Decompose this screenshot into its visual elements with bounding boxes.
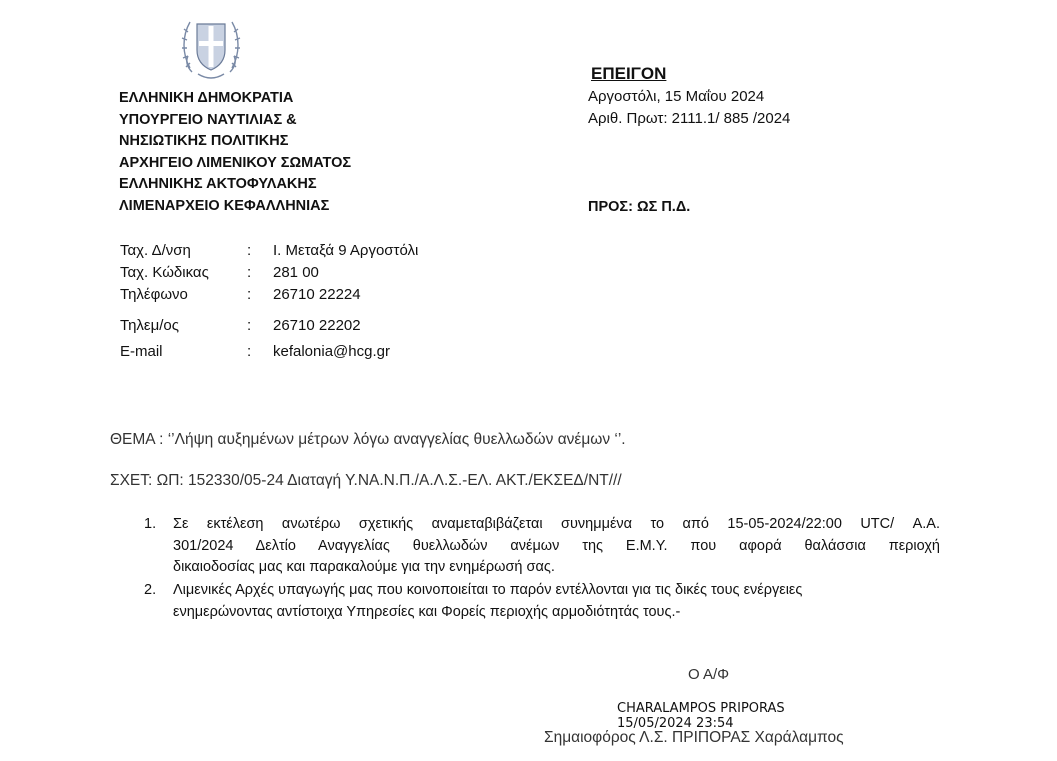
signing-officer: Σημαιοφόρος Λ.Σ. ΠΡΙΠΟΡΑΣ Χαράλαμπος — [544, 729, 844, 746]
contact-label: Ταχ. Κώδικας — [120, 264, 209, 281]
list-item-text: Σε εκτέλεση ανωτέρω σχετικής αναμεταβιβάζεται συνημμένα το από 15-05-2024/22:00 UTC/ Α.Α. — [173, 516, 940, 532]
issuing-authority — [119, 88, 351, 218]
authority-line: ΑΡΧΗΓΕΙΟ ΛΙΜΕΝΙΚΟΥ ΣΩΜΑΤΟΣ — [119, 154, 352, 171]
list-item-text: δικαιοδοσίας μας και παρακαλούμε για την ενημέρωσή σας. — [173, 559, 555, 575]
authority-line: ΥΠΟΥΡΓΕΙΟ ΝΑΥΤΙΛΙΑΣ & — [119, 111, 297, 128]
contact-value: kefalonia@hcg.gr — [273, 343, 390, 360]
authority-line: ΕΛΛΗΝΙΚΗ ΔΗΜΟΚΡΑΤΙΑ — [119, 90, 294, 106]
recipient: ΠΡΟΣ: ΩΣ Π.Δ. — [588, 199, 691, 215]
contact-label: Τηλέφωνο — [120, 286, 188, 303]
contact-value: Ι. Μεταξά 9 Αργοστόλι — [273, 242, 419, 259]
document-date: Αργοστόλι, 15 Μαΐου 2024 — [588, 88, 765, 105]
list-item-text: ενημερώνοντας αντίστοιχα Υπηρεσίες και Φορείς περιοχής αρμοδιότητάς τους.- — [173, 603, 681, 620]
list-item-number: 2. — [144, 582, 157, 598]
reference-line: ΣΧΕΤ: ΩΠ: 152330/05-24 Διαταγή Υ.ΝΑ.Ν.Π./Α.Λ.Σ.-ΕΛ. ΑΚΤ./ΕΚΣΕΔ/ΝΤ/// — [110, 472, 622, 489]
contact-value: 26710 22224 — [273, 286, 361, 303]
authority-line: ΕΛΛΗΝΙΚΗΣ ΑΚΤΟΦΥΛΑΚΗΣ — [119, 176, 317, 193]
contact-label: Τηλεμ/ος — [120, 317, 179, 334]
list-item-number: 1. — [144, 516, 157, 532]
contact-separator: : — [247, 317, 252, 334]
contact-label: Ταχ. Δ/νση — [120, 242, 191, 259]
list-item — [144, 580, 940, 624]
contact-value: 26710 22202 — [273, 317, 361, 334]
list-item-text: 301/2024 Δελτίο Αναγγελίας θυελλωδών ανέμων της Ε.Μ.Υ. που αφορά θαλάσσια περιοχή — [173, 537, 940, 554]
contact-value: 281 00 — [273, 264, 319, 281]
urgent-label: ΕΠΕΙΓΟΝ — [591, 64, 667, 83]
contact-separator: : — [247, 242, 252, 259]
contact-separator: : — [247, 343, 252, 360]
list-item — [144, 514, 940, 580]
protocol-number: Αριθ. Πρωτ: 2111.1/ 885 /2024 — [588, 110, 791, 127]
list-item-text: Λιμενικές Αρχές υπαγωγής μας που κοινοποιείται το παρόν εντέλλονται για τις δικές τους ενέργειες — [173, 582, 803, 598]
digital-signature-name: CHARALAMPOS PRIPORAS — [617, 701, 785, 716]
contact-label: E-mail — [120, 343, 163, 360]
subject-line: ΘΕΜΑ : ‘’Λήψη αυξημένων μέτρων λόγω αναγγελίας θυελλωδών ανέμων ‘’. — [110, 431, 626, 448]
authority-line: ΛΙΜΕΝΑΡΧΕΙΟ ΚΕΦΑΛΛΗΝΙΑΣ — [119, 197, 330, 214]
digital-signature-date: 15/05/2024 23:54 — [617, 716, 734, 731]
contact-separator: : — [247, 286, 252, 303]
authority-line: ΝΗΣΙΩΤΙΚΗΣ ΠΟΛΙΤΙΚΗΣ — [119, 133, 289, 150]
contact-separator: : — [247, 264, 252, 281]
greek-coat-of-arms-icon — [180, 10, 242, 82]
on-behalf-label: Ο Α/Φ — [688, 666, 730, 683]
